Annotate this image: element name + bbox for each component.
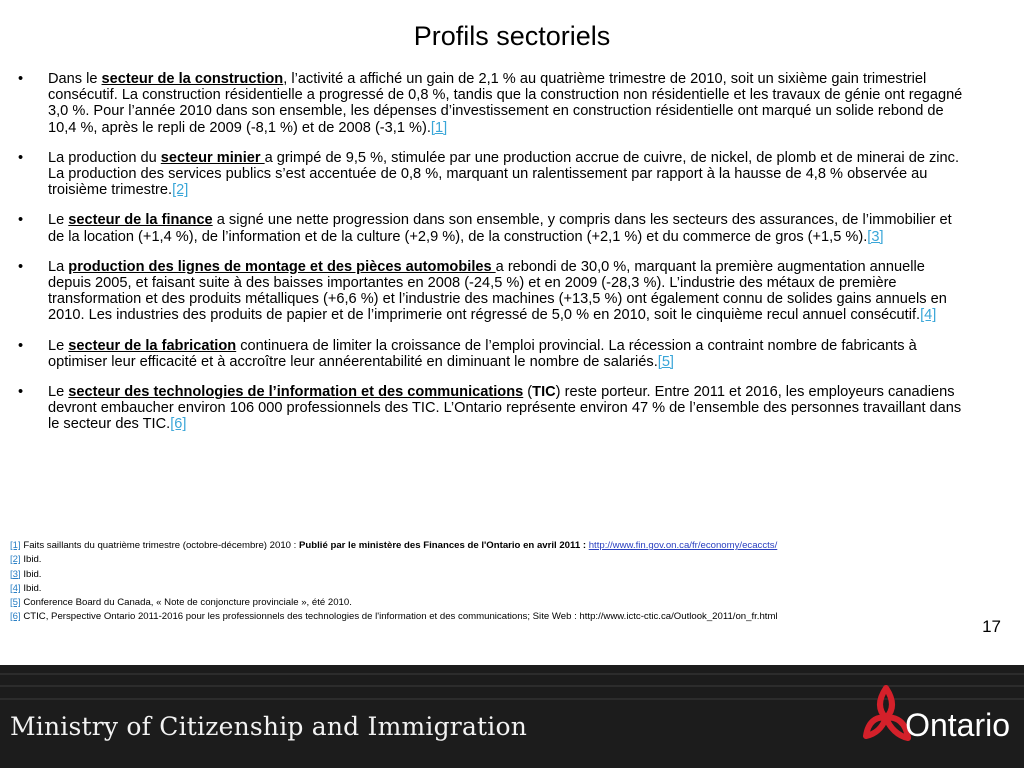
footnote-text: Faits saillants du quatrième trimestre (octobre-décembre) 2010 : bbox=[20, 540, 300, 551]
footnote-text: Conference Board du Canada, « Note de conjoncture provinciale », été 2010. bbox=[20, 597, 352, 609]
footnote-6 bbox=[10, 610, 1010, 624]
bullet-text bbox=[48, 384, 964, 433]
footnote-bold: Publié par le ministère des Finances de l'Ontario en avril 2011 : bbox=[299, 540, 589, 551]
bullet-body: continuera de limiter la croissance de l’emploi provincial. La récession a contraint nombre de fabricants à optimiser leur efficacité et à accroître leur annéerentabilité en diminuant le nombre de salariés. bbox=[48, 337, 917, 370]
footnote-link-4[interactable]: [4] bbox=[920, 307, 937, 324]
sector-keyword: production des lignes de montage et des pièces automobiles bbox=[68, 258, 496, 275]
bullet-pre: Le bbox=[48, 337, 69, 354]
bullet-text bbox=[48, 71, 964, 136]
bullet-finance bbox=[16, 212, 964, 244]
footnote-link-3[interactable]: [3] bbox=[867, 228, 884, 245]
bullet-mid: ( bbox=[523, 384, 533, 401]
footnote-1 bbox=[10, 539, 1010, 553]
footnote-ref[interactable]: [3] bbox=[10, 568, 21, 580]
footnote-url[interactable]: http://www.fin.gov.on.ca/fr/economy/ecaccts/ bbox=[588, 540, 778, 551]
bullet-marker: • bbox=[18, 149, 24, 166]
bullet-pre: Le bbox=[48, 384, 69, 401]
slide-title: Profils sectoriels bbox=[413, 21, 611, 51]
bullet-manufacturing bbox=[16, 338, 964, 370]
footnote-ref[interactable]: [4] bbox=[10, 582, 21, 594]
footnote-text: Ibid. bbox=[20, 554, 42, 566]
footnotes bbox=[10, 539, 1010, 625]
sector-keyword: secteur minier bbox=[160, 149, 265, 166]
bullet-pre: Dans le bbox=[48, 71, 102, 87]
bullet-pre: La bbox=[48, 258, 69, 275]
bullet-body: ) reste porteur. Entre 2011 et 2016, les employeurs canadiens devront embaucher environ 106 000 professionnels des TIC. L’Ontario représente environ 47 % de l’ensemble des personnes travaillant dans le secteur des TIC. bbox=[48, 384, 962, 433]
footnote-link-6[interactable]: [6] bbox=[170, 416, 187, 433]
ict-acronym: TIC bbox=[532, 384, 556, 401]
footnote-text: Ibid. bbox=[20, 582, 42, 594]
bullet-ict bbox=[16, 384, 964, 433]
bullet-text bbox=[48, 338, 964, 370]
footnote-link-5[interactable]: [5] bbox=[657, 353, 674, 370]
bullet-text bbox=[48, 259, 964, 324]
footer-stripe bbox=[0, 673, 1024, 675]
ontario-wordmark: Ontario bbox=[905, 707, 1010, 743]
bullet-marker: • bbox=[18, 212, 24, 229]
bullet-marker: • bbox=[18, 384, 24, 401]
bullet-list bbox=[16, 71, 964, 447]
sector-keyword: secteur des technologies de l’information et des communications bbox=[68, 384, 524, 401]
footnote-link-2[interactable]: [2] bbox=[172, 182, 189, 199]
footnote-ref[interactable]: [6] bbox=[10, 611, 21, 623]
footer-banner bbox=[0, 665, 1024, 768]
footnote-4 bbox=[10, 582, 1010, 596]
footnote-ref[interactable]: [2] bbox=[10, 554, 21, 566]
footnote-text: Ibid. bbox=[20, 568, 42, 580]
ministry-name: Ministry of Citizenship and Immigration bbox=[10, 712, 528, 741]
footnote-3 bbox=[10, 568, 1010, 582]
footnote-link-1[interactable]: [1] bbox=[430, 119, 448, 136]
bullet-body: a signé une nette progression dans son ensemble, y compris dans les secteurs des assurances, de l’immobilier et de la location (+1,4 %), de l’information et de la culture (+2,9 %), de la construction (+2,1 %) et du commerce de gros (+1,5 %). bbox=[48, 212, 952, 245]
bullet-body: , l’activité a affiché un gain de 2,1 % au quatrième trimestre de 2010, soit un sixième gain trimestriel consécutif. La construction résidentielle a progressé de 0,8 %, tandis que la construction non résidentielle et les travaux de génie ont regagné 3,0 %. Pour l’année 2010 dans son ensemble, les dépenses d’investissement en construction résidentielle ont marqué un solide rebond de 10,4 %, après le repli de 2009 (-8,1 %) et de 2008 (-3,1 %). bbox=[48, 71, 963, 136]
bullet-pre: Le bbox=[48, 212, 69, 229]
footnote-5 bbox=[10, 596, 1010, 610]
page-number: 17 bbox=[982, 617, 1001, 636]
bullet-text bbox=[48, 212, 964, 244]
bullet-marker: • bbox=[18, 71, 24, 87]
footnote-text: CTIC, Perspective Ontario 2011-2016 pour les professionnels des technologies de l'information et des communications; Site Web : http://www.ictc-ctic.ca/Outlook_2011/on_fr.html bbox=[20, 611, 778, 623]
bullet-mining bbox=[16, 150, 964, 199]
footnote-2 bbox=[10, 553, 1010, 567]
bullet-body: a rebondi de 30,0 %, marquant la première augmentation annuelle depuis 2005, et faisant suite à des baisses importantes en 2008 (-24,5 %) et en 2009 (-28,3 %). L’industrie des métaux de première transformation et des produits métalliques (+6,6 %) et l’industrie des machines (+13,5 %) ont également connu de solides gains annuels en 2010. Les industries des produits de papier et de l’imprimerie ont régressé de 5,0 % en 2010, soit le cinquième recul annuel consécutif. bbox=[48, 258, 947, 324]
bullet-text bbox=[48, 150, 964, 199]
footnote-ref[interactable]: [1] bbox=[10, 540, 21, 551]
bullet-marker: • bbox=[18, 337, 24, 354]
bullet-automotive bbox=[16, 259, 964, 324]
sector-keyword: secteur de la finance bbox=[68, 212, 213, 229]
sector-keyword: secteur de la construction bbox=[101, 71, 284, 87]
sector-keyword: secteur de la fabrication bbox=[68, 337, 237, 354]
footnote-ref[interactable]: [5] bbox=[10, 597, 21, 609]
bullet-marker: • bbox=[18, 258, 24, 275]
bullet-pre: La production du bbox=[48, 149, 161, 166]
bullet-body: a grimpé de 9,5 %, stimulée par une production accrue de cuivre, de nickel, de plomb et de minerai de zinc. La production des services publics s’est accentuée de 0,8 %, marquant un ralentissement par rapport à la hausse de 4,8 % observée au troisième trimestre. bbox=[48, 149, 960, 199]
bullet-construction bbox=[16, 71, 964, 136]
